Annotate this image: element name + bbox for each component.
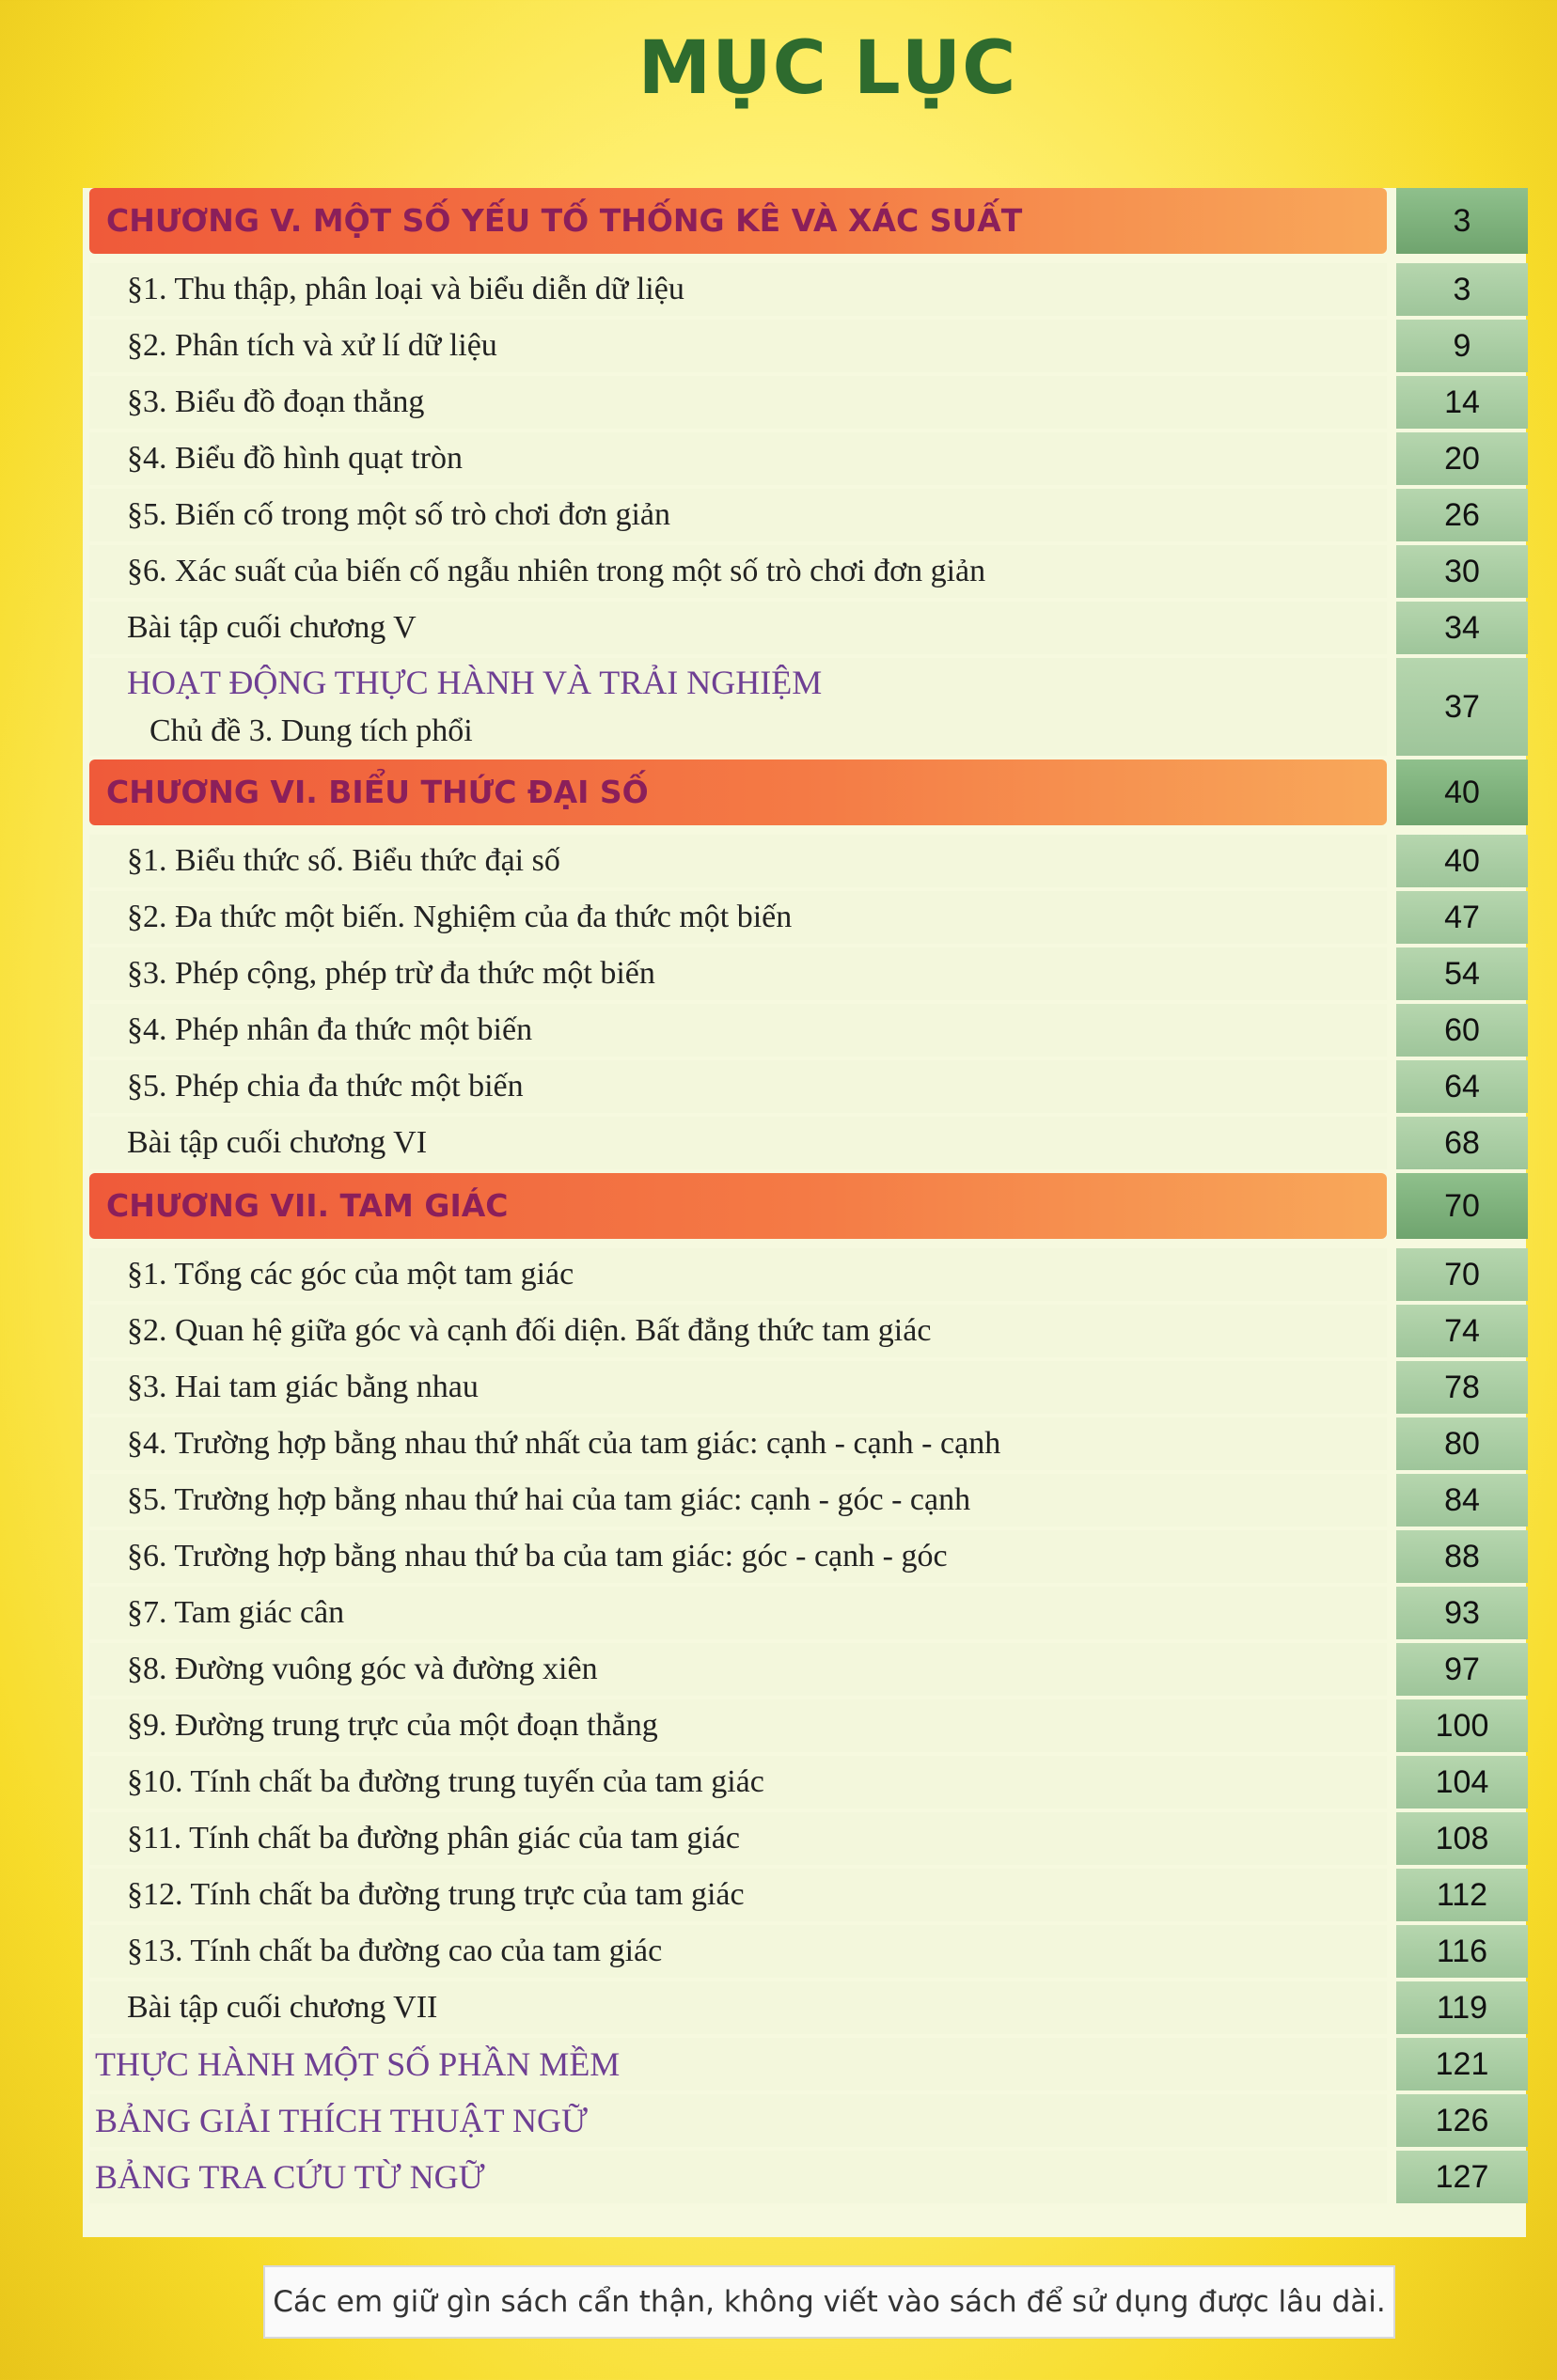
- toc-entry-label: §1. Thu thập, phân loại và biểu diễn dữ liệu: [89, 263, 1387, 316]
- toc-entry-label: CHƯƠNG V. MỘT SỐ YẾU TỐ THỐNG KÊ VÀ XÁC SUẤT: [89, 188, 1387, 254]
- toc-entry-label: §12. Tính chất ba đường trung trực của tam giác: [89, 1869, 1387, 1921]
- toc-page-number: 54: [1396, 947, 1528, 1000]
- toc-page-number: 88: [1396, 1530, 1528, 1583]
- toc-page-number: 97: [1396, 1643, 1528, 1696]
- toc-page-number: 60: [1396, 1004, 1528, 1057]
- toc-entry-label: §4. Trường hợp bằng nhau thứ nhất của tam giác: cạnh - cạnh - cạnh: [89, 1417, 1387, 1470]
- toc-entry-label: §4. Biểu đồ hình quạt tròn: [89, 432, 1387, 485]
- toc-page-number: 116: [1396, 1925, 1528, 1978]
- toc-page-number: 14: [1396, 376, 1528, 429]
- toc-entry-label: CHƯƠNG VI. BIỂU THỨC ĐẠI SỐ: [89, 759, 1387, 825]
- toc-entry-label: §2. Phân tích và xử lí dữ liệu: [89, 320, 1387, 372]
- toc-page-number: 104: [1396, 1756, 1528, 1808]
- toc-entry-label: §10. Tính chất ba đường trung tuyến của tam giác: [89, 1756, 1387, 1808]
- toc-entry-label: §2. Đa thức một biến. Nghiệm của đa thức một biến: [89, 891, 1387, 944]
- toc-activity-subtitle: Chủ đề 3. Dung tích phổi: [149, 713, 473, 748]
- toc-page-number: 70: [1396, 1248, 1528, 1301]
- toc-activity-label: [89, 658, 1387, 756]
- toc-entry-label: §3. Hai tam giác bằng nhau: [89, 1361, 1387, 1414]
- toc-page-number: 93: [1396, 1587, 1528, 1639]
- toc-page-number: 68: [1396, 1117, 1528, 1169]
- toc-entry-label: Bài tập cuối chương V: [89, 602, 1387, 654]
- toc-page-number: 37: [1396, 658, 1528, 756]
- toc-entry-label: §5. Phép chia đa thức một biến: [89, 1060, 1387, 1113]
- toc-page-number: 78: [1396, 1361, 1528, 1414]
- toc-page-number: 121: [1396, 2038, 1528, 2090]
- toc-entry-label: §13. Tính chất ba đường cao của tam giác: [89, 1925, 1387, 1978]
- toc-page-number: 40: [1396, 835, 1528, 887]
- page-title: MỤC LỤC: [637, 26, 1017, 111]
- toc-page-number: 3: [1396, 263, 1528, 316]
- toc-entry-label: THỰC HÀNH MỘT SỐ PHẦN MỀM: [89, 2038, 1387, 2090]
- toc-page-number: 84: [1396, 1474, 1528, 1527]
- toc-entry-label: Bài tập cuối chương VII: [89, 1981, 1387, 2034]
- toc-entry-label: §9. Đường trung trực của một đoạn thẳng: [89, 1699, 1387, 1752]
- toc-entry-label: CHƯƠNG VII. TAM GIÁC: [89, 1173, 1387, 1239]
- toc-page-number: 70: [1396, 1173, 1528, 1239]
- toc-page-number: 127: [1396, 2151, 1528, 2203]
- footer-note: Các em giữ gìn sách cẩn thận, không viết vào sách để sử dụng được lâu dài.: [263, 2265, 1395, 2339]
- toc-entry-label: §7. Tam giác cân: [89, 1587, 1387, 1639]
- toc-page-number: 74: [1396, 1305, 1528, 1357]
- toc-entry-label: BẢNG TRA CỨU TỪ NGỮ: [89, 2151, 1387, 2203]
- toc-page-number: 119: [1396, 1981, 1528, 2034]
- toc-entry-label: §5. Biến cố trong một số trò chơi đơn giản: [89, 489, 1387, 541]
- toc-page-number: 47: [1396, 891, 1528, 944]
- toc-page-number: 20: [1396, 432, 1528, 485]
- toc-entry-label: §3. Phép cộng, phép trừ đa thức một biến: [89, 947, 1387, 1000]
- toc-entry-label: §11. Tính chất ba đường phân giác của tam giác: [89, 1812, 1387, 1865]
- toc-page-number: 9: [1396, 320, 1528, 372]
- toc-entry-label: §6. Xác suất của biến cố ngẫu nhiên trong một số trò chơi đơn giản: [89, 545, 1387, 598]
- toc-entry-label: BẢNG GIẢI THÍCH THUẬT NGỮ: [89, 2094, 1387, 2147]
- toc-entry-label: §6. Trường hợp bằng nhau thứ ba của tam giác: góc - cạnh - góc: [89, 1530, 1387, 1583]
- toc-activity-title: HOẠT ĐỘNG THỰC HÀNH VÀ TRẢI NGHIỆM: [127, 664, 823, 701]
- toc-page-number: 126: [1396, 2094, 1528, 2147]
- toc-entry-label: §1. Biểu thức số. Biểu thức đại số: [89, 835, 1387, 887]
- toc-page-number: 80: [1396, 1417, 1528, 1470]
- toc-page-number: 40: [1396, 759, 1528, 825]
- toc-entry-label: §3. Biểu đồ đoạn thẳng: [89, 376, 1387, 429]
- toc-entry-label: Bài tập cuối chương VI: [89, 1117, 1387, 1169]
- toc-page-number: 26: [1396, 489, 1528, 541]
- toc-entry-label: §8. Đường vuông góc và đường xiên: [89, 1643, 1387, 1696]
- toc-entry-label: §2. Quan hệ giữa góc và cạnh đối diện. Bất đẳng thức tam giác: [89, 1305, 1387, 1357]
- toc-entry-label: §5. Trường hợp bằng nhau thứ hai của tam giác: cạnh - góc - cạnh: [89, 1474, 1387, 1527]
- toc-page-number: 64: [1396, 1060, 1528, 1113]
- toc-page-number: 108: [1396, 1812, 1528, 1865]
- toc-page-number: 100: [1396, 1699, 1528, 1752]
- toc-page-number: 112: [1396, 1869, 1528, 1921]
- toc-entry-label: §1. Tổng các góc của một tam giác: [89, 1248, 1387, 1301]
- toc-page-number: 3: [1396, 188, 1528, 254]
- toc-page-number: 34: [1396, 602, 1528, 654]
- toc-entry-label: §4. Phép nhân đa thức một biến: [89, 1004, 1387, 1057]
- toc-page-number: 30: [1396, 545, 1528, 598]
